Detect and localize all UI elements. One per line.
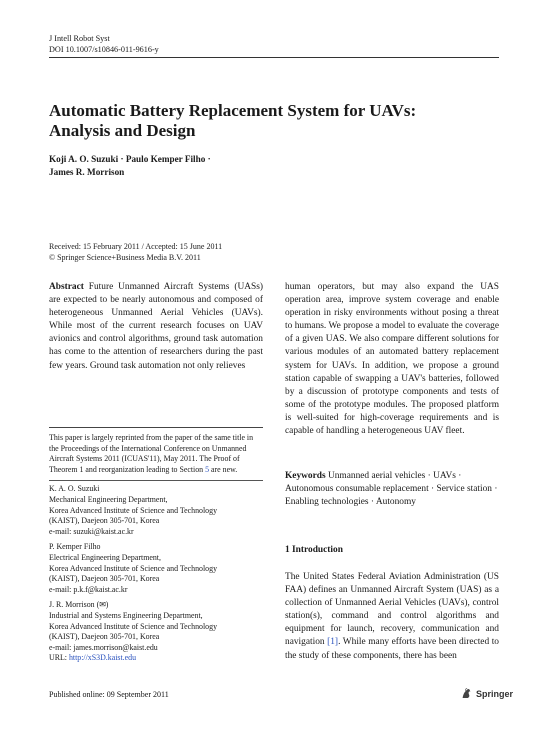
footnote-text: This paper is largely reprinted from the paper of the same title in the Proceedings of the International Conference on Unmanned Aircraft Systems 2011 (ICUAS'11), May 2011. The Proof of Theorem 1 and reorganization leading to Section [49,433,254,474]
homepage-link[interactable]: http://xS3D.kaist.edu [68,653,137,663]
author-list [49,153,349,179]
footnote-text-end: are new. [209,464,238,474]
received-accepted: Received: 15 February 2011 / Accepted: 15 June 2011 [49,242,223,251]
journal-name: J Intell Robot Syst [49,34,110,43]
abstract-text-left: Future Unmanned Aircraft Systems (UASs) are expected to be nearly autonomous and composed of heterogeneous Unmanned Aerial Vehicles (UAVs). While most of the current research focuses on UAV avionics and control algorithms, ground task automation has come to the attention of researchers during the past few years. Ground task automation not only relieves [49,282,263,371]
abstract-text-right: human operators, but may also expand the UAS operation area, improve system coverage and enable operation in risky environments without posing a threat to humans. We propose a model to evaluate the coverage of a given UAS. We also compare different solutions for various modules of an automated battery replacement system for UAVs. In addition, we propose a ground station capable of swapping a UAV's batteries, followed by a discussion of prototype components and tests of some of the prototype modules. The proposed platform is well-suited for high-coverage requirements and is capable of handling a heterogeneous UAV fleet. [285,282,499,437]
affiliation-name: K. A. O. Suzuki [49,484,100,494]
affiliations [49,480,263,664]
affiliation-email: e-mail: suzuki@kaist.ac.kr [49,526,134,536]
journal-header [49,33,159,55]
abstract-left-column [49,281,263,373]
affiliation-line: Industrial and Systems Engineering Department, [49,610,203,620]
title-line-2: Analysis and Design [49,121,196,140]
footnote [49,433,263,475]
abstract-right-column [285,281,499,438]
section-ref-link[interactable]: 5 [205,464,210,474]
affiliation-morrison [49,600,263,664]
paper-title [49,101,489,141]
section-heading: 1 Introduction [285,545,343,555]
springer-logo [460,687,513,700]
affiliation-email: e-mail: james.morrison@kaist.edu [49,642,158,652]
title-line-1: Automatic Battery Replacement System for UAVs: [49,101,417,120]
abstract-label: Abstract [49,282,84,292]
affiliation-name: J. R. Morrison (✉) [49,600,109,610]
citation-link[interactable]: [1] [327,637,339,648]
springer-horse-icon [460,687,473,700]
keywords-text: Unmanned aerial vehicles · UAVs · Autonomous consumable replacement · Service station · Enabling technologies · Autonomy [285,471,498,508]
affiliation-name: P. Kemper Filho [49,542,101,552]
authors-line-2: James R. Morrison [49,167,125,177]
published-online: Published online: 09 September 2011 [49,690,169,699]
affiliation-line: Electrical Engineering Department, [49,552,161,562]
doi: DOI 10.1007/s10846-011-9616-y [49,45,159,54]
affiliation-line: Korea Advanced Institute of Science and Technology [49,563,218,573]
affiliation-line: Korea Advanced Institute of Science and Technology [49,621,218,631]
affiliation-line: (KAIST), Daejeon 305-701, Korea [49,632,160,642]
article-dates [49,241,309,263]
keywords-label: Keywords [285,471,326,481]
keywords [285,470,499,509]
affiliation-line: Korea Advanced Institute of Science and Technology [49,505,218,515]
affiliation-suzuki [49,484,263,537]
intro-body: The United States Federal Aviation Administration (US FAA) defines an Unmanned Aircraft System (UAS) as a collection of Unmanned Aerial Vehicles (UAVs), control station(s), command and control algorithms and equipment for launch, recovery, communication and navigation [285,572,499,648]
authors-line-1: Koji A. O. Suzuki · Paulo Kemper Filho · [49,154,211,164]
publisher-name: Springer [476,688,514,699]
affiliation-url-row [49,653,263,664]
affiliation-line: (KAIST), Daejeon 305-701, Korea [49,516,160,526]
intro-body-end: . While many efforts have been directed to the study of these components, there has been [285,637,499,661]
footnote-rule [49,427,263,428]
affiliation-line: Mechanical Engineering Department, [49,494,168,504]
affiliation-email: e-mail: p.k.f@kaist.ac.kr [49,584,128,594]
affiliation-kemper [49,542,263,595]
affiliation-line: (KAIST), Daejeon 305-701, Korea [49,574,160,584]
url-label: URL: [49,653,69,663]
copyright: © Springer Science+Business Media B.V. 2011 [49,253,201,262]
header-rule [49,57,499,58]
introduction-text [285,571,499,663]
footnote-area [49,433,263,664]
